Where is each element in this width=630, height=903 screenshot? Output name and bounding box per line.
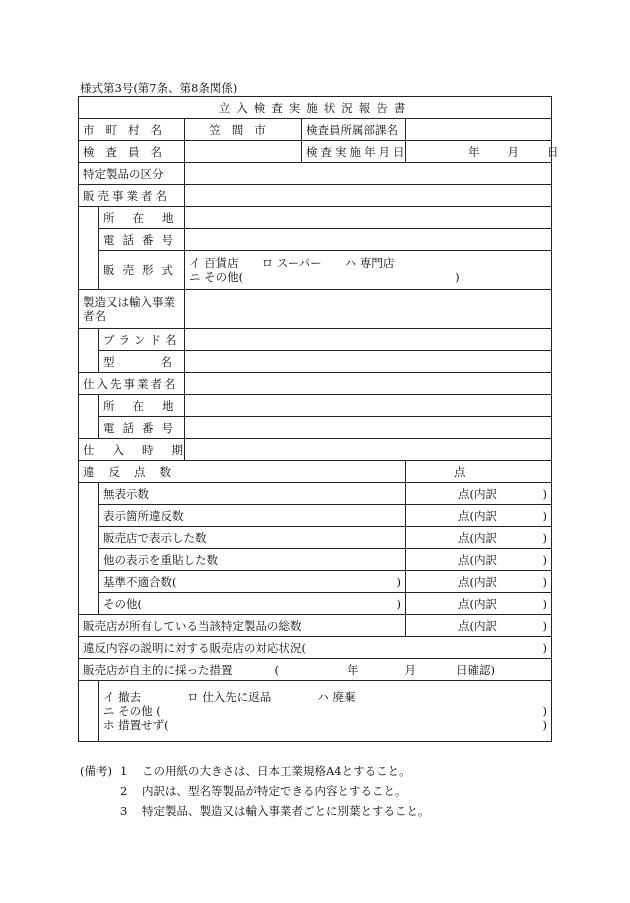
indent-cell <box>79 571 99 593</box>
measures-line2: ニ その他 ( ) <box>103 704 548 718</box>
sales-form-label: 販売形式 <box>99 251 185 290</box>
violation-overlay-label: 他の表示を重貼した数 <box>99 549 406 571</box>
measures-day-confirm: 日確認) <box>456 662 495 677</box>
violation-count-label: 違反点数 <box>79 461 406 483</box>
measures-row[interactable]: 販売店が自主的に採った措置 ( 年 月 日確認) <box>79 659 552 681</box>
violation-no-label-field[interactable]: 点(内訳 ) <box>406 483 552 505</box>
date-day-label: 日 <box>547 144 559 159</box>
date-month-label: 月 <box>507 144 519 159</box>
measures-options[interactable] <box>99 681 552 742</box>
purchase-time-label: 仕入時期 <box>79 439 185 461</box>
violation-position-label: 表示箇所違反数 <box>99 505 406 527</box>
inspector-field[interactable] <box>185 141 302 163</box>
violation-no-label-label: 無表示数 <box>99 483 406 505</box>
manufacturer-field[interactable] <box>185 290 552 329</box>
inspection-date-field[interactable] <box>406 141 559 163</box>
municipality-value[interactable]: 笠間市 <box>185 119 302 141</box>
seller-phone-label: 電話番号 <box>99 229 185 251</box>
indent-cell <box>79 549 99 571</box>
inspection-report-table <box>78 96 559 742</box>
note-item: この用紙の大きさは、日本工業規格A4とすること。 <box>142 764 411 778</box>
indent-cell <box>79 681 99 742</box>
measures-line1: イ 撤去 ロ 仕入先に返品 ハ 廃棄 <box>103 690 356 704</box>
supplier-address-field[interactable] <box>185 395 552 417</box>
indent-cell <box>79 593 99 615</box>
violation-other-label: その他( ) <box>99 593 406 615</box>
supplier-phone-field[interactable] <box>185 417 552 439</box>
product-category-field[interactable] <box>185 163 552 185</box>
supplier-field[interactable] <box>185 373 552 395</box>
note-item: 内訳は、型名等製品が特定できる内容とすること。 <box>142 784 407 798</box>
sales-form-line1: イ 百貨店 ロ スーパー ハ 専門店 <box>189 256 395 270</box>
violation-overlay-field[interactable]: 点(内訳 ) <box>406 549 552 571</box>
report-title: 立入検査実施状況報告書 <box>79 97 552 119</box>
sales-form-line2: ニ その他( ) <box>189 270 460 284</box>
measures-label: 販売店が自主的に採った措置 <box>83 662 233 677</box>
supplier-address-label: 所在地 <box>99 395 185 417</box>
notes-label: (備考) <box>80 764 112 778</box>
seller-phone-field[interactable] <box>185 229 552 251</box>
purchase-time-field[interactable] <box>185 439 552 461</box>
indent-cell <box>79 417 99 439</box>
manufacturer-label: 製造又は輸入事業者名 <box>79 290 185 329</box>
measures-year: 年 <box>347 662 359 677</box>
indent-cell <box>79 527 99 549</box>
seller-address-label: 所在地 <box>99 207 185 229</box>
violation-position-field[interactable]: 点(内訳 ) <box>406 505 552 527</box>
product-category-label: 特定製品の区分 <box>79 163 185 185</box>
indent-cell <box>79 351 99 373</box>
brand-field[interactable] <box>185 329 552 351</box>
model-field[interactable] <box>185 351 552 373</box>
inspector-dept-label: 検査員所属部課名 <box>302 119 406 141</box>
notes: (備考) 1 この用紙の大きさは、日本工業規格A4とすること。 2 内訳は、型名等製品が特定できる内容とすること。 3 特定製品、製造又は輸入事業者ごとに別葉とすること。 <box>80 761 430 821</box>
indent-cell <box>79 229 99 251</box>
violation-nonconform-field[interactable]: 点(内訳 ) <box>406 571 552 593</box>
date-year-label: 年 <box>468 144 480 159</box>
supplier-phone-label: 電話番号 <box>99 417 185 439</box>
form-number: 様式第3号(第7条、第8条関係) <box>80 81 238 95</box>
violation-other-field[interactable]: 点(内訳 ) <box>406 593 552 615</box>
inspector-label: 検査員名 <box>79 141 185 163</box>
seller-field[interactable] <box>185 185 552 207</box>
sales-form-options[interactable] <box>185 251 552 290</box>
total-owned-label: 販売店が所有している当該特定製品の総数 <box>79 615 406 637</box>
indent-cell <box>79 483 99 505</box>
indent-cell <box>79 251 99 290</box>
measures-month: 月 <box>404 662 416 677</box>
note-item: 特定製品、製造又は輸入事業者ごとに別葉とすること。 <box>142 804 430 818</box>
seller-address-field[interactable] <box>185 207 552 229</box>
indent-cell <box>79 207 99 229</box>
seller-label: 販売事業者名 <box>79 185 185 207</box>
violation-store-label: 販売店で表示した数 <box>99 527 406 549</box>
model-label: 型名 <box>99 351 185 373</box>
response-row[interactable]: 違反内容の説明に対する販売店の対応状況( ) <box>79 637 552 659</box>
measures-line3: ホ 措置せず( ) <box>103 718 548 732</box>
violation-count-field[interactable]: 点 <box>406 461 552 483</box>
violation-nonconform-label: 基準不適合数( ) <box>99 571 406 593</box>
total-owned-field[interactable]: 点(内訳 ) <box>406 615 552 637</box>
indent-cell <box>79 329 99 351</box>
supplier-label: 仕入先事業者名 <box>79 373 185 395</box>
brand-label: ブランド名 <box>99 329 185 351</box>
violation-store-field[interactable]: 点(内訳 ) <box>406 527 552 549</box>
response-label: 違反内容の説明に対する販売店の対応状況( <box>83 640 306 655</box>
inspector-dept-field[interactable] <box>406 119 552 141</box>
indent-cell <box>79 395 99 417</box>
indent-cell <box>79 505 99 527</box>
inspection-date-label: 検査実施年月日 <box>302 141 406 163</box>
municipality-label: 市町村名 <box>79 119 185 141</box>
